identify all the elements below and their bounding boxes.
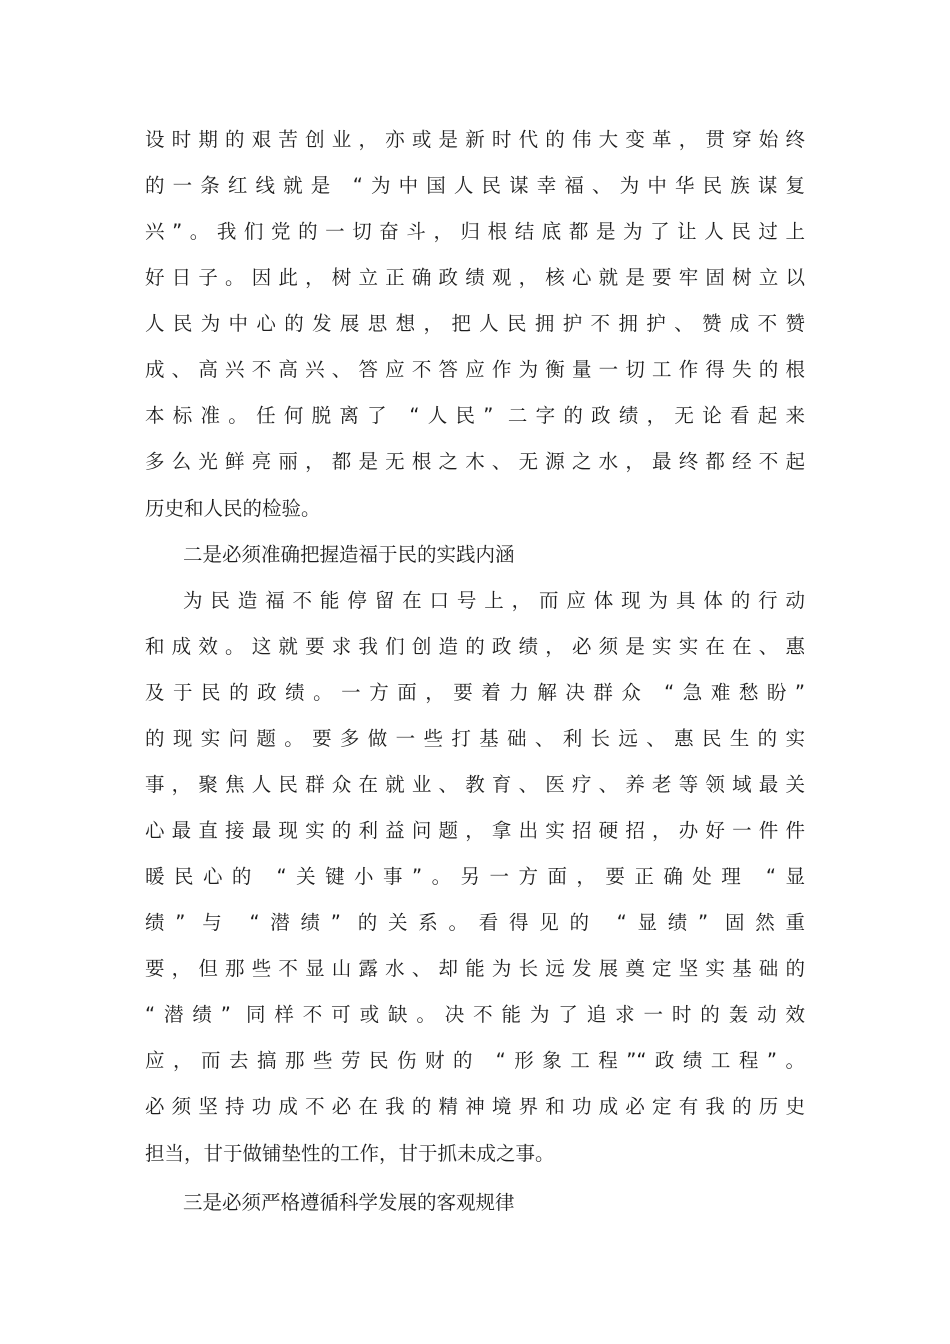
text-line: 人民为中心的发展思想，把人民拥护不拥护、赞成不赞	[145, 312, 805, 335]
text-line: 多么光鲜亮丽，都是无根之木、无源之水，最终都经不起	[145, 450, 805, 473]
text-line: 成、高兴不高兴、答应不答应作为衡量一切工作得失的根	[145, 358, 805, 381]
text-line: 心最直接最现实的利益问题，拿出实招硬招，办好一件件	[145, 819, 805, 842]
text-line: 的一条红线就是 “为中国人民谋幸福、为中华民族谋复	[145, 174, 805, 197]
text-line: 及于民的政绩。一方面，要着力解决群众 “急难愁盼”	[145, 681, 805, 704]
text-line: 应，而去搞那些劳民伤财的 “形象工程”“政绩工程”。	[145, 1049, 805, 1072]
text-line: 好日子。因此，树立正确政绩观，核心就是要牢固树立以	[145, 266, 805, 289]
text-line: 事，聚焦人民群众在就业、教育、医疗、养老等领域最关	[145, 773, 805, 796]
text-line: “潜绩” 同样不可或缺。决不能为了追求一时的轰动效	[145, 1003, 805, 1026]
text-line: 为民造福不能停留在口号上，而应体现为具体的行动	[183, 589, 805, 612]
section-heading: 二是必须准确把握造福于民的实践内涵	[183, 543, 515, 566]
text-line: 必须坚持功成不必在我的精神境界和功成必定有我的历史	[145, 1095, 805, 1118]
text-line: 和成效。这就要求我们创造的政绩，必须是实实在在、惠	[145, 635, 805, 658]
text-line: 担当，甘于做铺垫性的工作，甘于抓未成之事。	[145, 1142, 555, 1165]
text-line: 的现实问题。要多做一些打基础、利长远、惠民生的实	[145, 727, 805, 750]
text-line: 要，但那些不显山露水、却能为长远发展奠定坚实基础的	[145, 957, 805, 980]
text-line: 暖民心的 “关键小事”。另一方面，要正确处理 “显	[145, 865, 805, 888]
text-line: 历史和人民的检验。	[145, 497, 321, 520]
text-line: 本标准。任何脱离了 “人民” 二字的政绩，无论看起来	[145, 404, 805, 427]
section-heading: 三是必须严格遵循科学发展的客观规律	[183, 1191, 515, 1214]
text-line: 设时期的艰苦创业，亦或是新时代的伟大变革，贯穿始终	[145, 128, 805, 151]
text-line: 绩” 与 “潜绩” 的关系。看得见的 “显绩” 固然重	[145, 911, 805, 934]
text-line: 兴”。我们党的一切奋斗，归根结底都是为了让人民过上	[145, 220, 805, 243]
